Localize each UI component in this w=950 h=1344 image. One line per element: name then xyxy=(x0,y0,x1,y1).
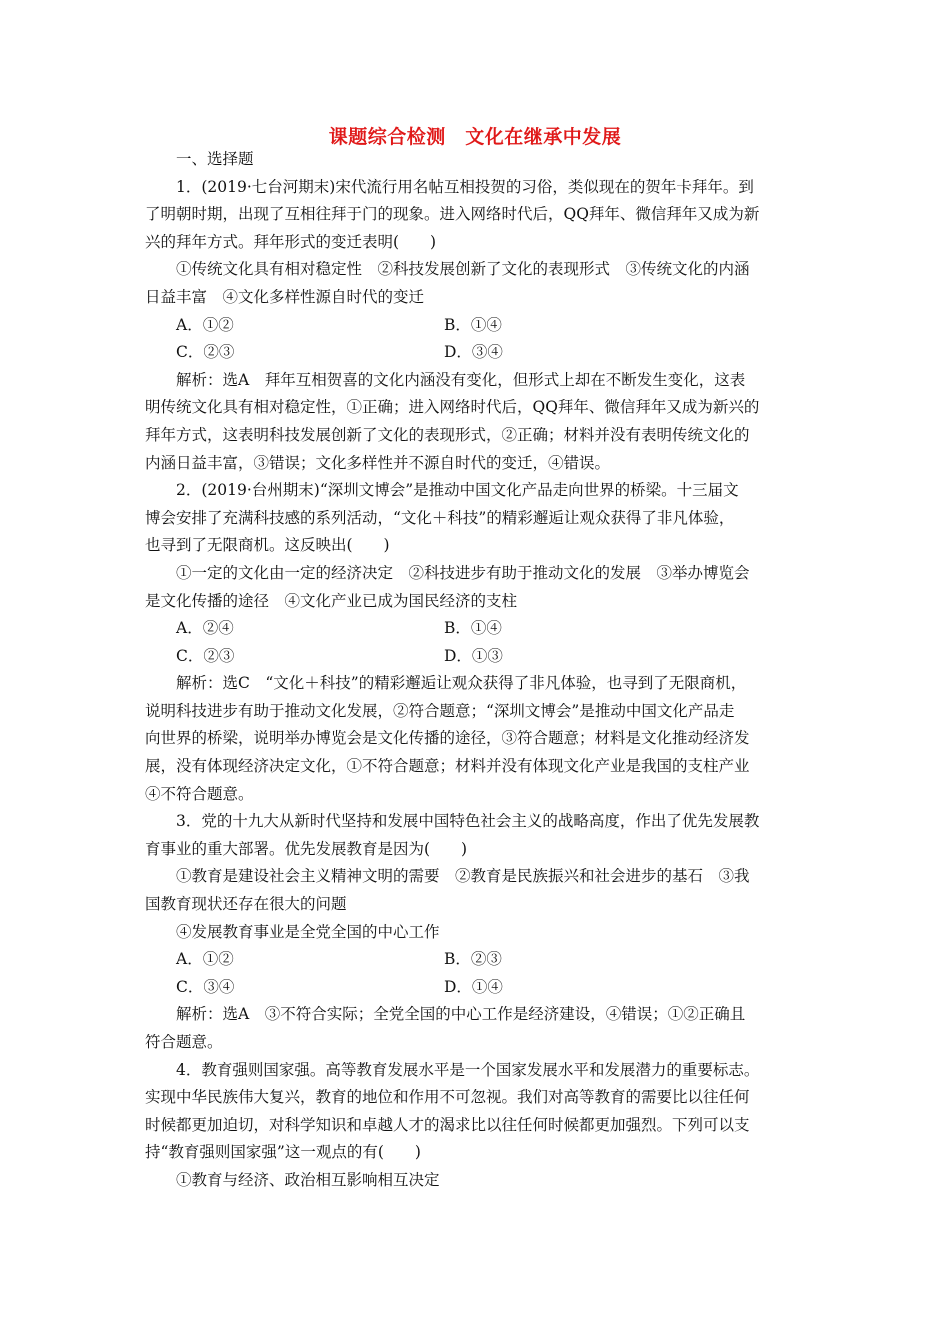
q2-statements-line: 是文化传播的途径 ④文化产业已成为国民经济的支柱 xyxy=(145,591,518,610)
q3-analysis-line: 解析：选A ③不符合实际；全党全国的中心工作是经济建设，④错误；①②正确且 xyxy=(176,1005,746,1024)
q2-stem-line: 博会安排了充满科技感的系列活动，“文化＋科技”的精彩邂逅让观众获得了非凡体验， xyxy=(145,508,735,527)
q1-option-c: C．②③ xyxy=(176,343,235,362)
q1-analysis-line: 内涵日益丰富，③错误；文化多样性并不源自时代的变迁，④错误。 xyxy=(145,453,611,472)
q3-stem-line: 3．党的十九大从新时代坚持和发展中国特色社会主义的战略高度，作出了优先发展教 xyxy=(176,812,760,831)
q3-analysis-line: 符合题意。 xyxy=(145,1033,223,1051)
q4-stem-line: 时候都更加迫切，对科学知识和卓越人才的渴求比以往任何时候都更加强烈。下列可以支 xyxy=(145,1115,750,1134)
page-title: 课题综合检测 文化在继承中发展 xyxy=(328,126,622,148)
q4-stem-line: 4．教育强则国家强。高等教育发展水平是一个国家发展水平和发展潜力的重要标志。 xyxy=(176,1060,760,1079)
q4-stem-line: 持“教育强则国家强”这一观点的有( ) xyxy=(145,1143,421,1162)
document-body xyxy=(145,146,807,1195)
q2-analysis-line: 解析：选C “文化＋科技”的精彩邂逅让观众获得了非凡体验，也寻到了无限商机， xyxy=(176,674,747,693)
q3-option-d: D．①④ xyxy=(444,977,503,996)
q1-analysis-line: 解析：选A 拜年互相贺喜的文化内涵没有变化，但形式上却在不断发生变化，这表 xyxy=(176,370,746,389)
q2-analysis-line: 说明科技进步有助于推动文化发展，②符合题意；“深圳文博会”是推动中国文化产品走 xyxy=(145,701,735,720)
q1-stem-line: 了明朝时期，出现了互相往拜于门的现象。进入网络时代后，QQ拜年、微信拜年又成为新 xyxy=(145,205,760,224)
q3-stem-line: 育事业的重大部署。优先发展教育是因为( ) xyxy=(145,839,468,858)
q1-option-a: A．①② xyxy=(176,315,234,334)
q3-options-row xyxy=(145,974,807,1002)
q2-analysis-line: 展，没有体现经济决定文化，①不符合题意；材料并没有体现文化产业是我国的支柱产业 xyxy=(145,757,750,776)
q1-option-b: B．①④ xyxy=(444,315,502,334)
q1-option-d: D．③④ xyxy=(444,343,503,362)
q3-statements-line: 国教育现状还存在很大的问题 xyxy=(145,895,347,914)
q3-statement-4: ④发展教育事业是全党全国的中心工作 xyxy=(176,922,440,941)
section-heading: 一、选择题 xyxy=(176,150,254,168)
q2-option-c: C．②③ xyxy=(176,646,235,665)
q3-option-b: B．②③ xyxy=(444,950,502,969)
q1-stem-line: 1．(2019·七台河期末)宋代流行用名帖互相投贺的习俗，类似现在的贺年卡拜年。到 xyxy=(176,177,754,196)
q2-option-a: A．②④ xyxy=(176,619,234,638)
q3-option-c: C．③④ xyxy=(176,977,235,996)
q1-analysis-line: 明传统文化具有相对稳定性，①正确；进入网络时代后，QQ拜年、微信拜年又成为新兴的 xyxy=(145,398,760,417)
q3-option-a: A．①② xyxy=(176,950,234,969)
q4-stem-line: 实现中华民族伟大复兴，教育的地位和作用不可忽视。我们对高等教育的需要比以往任何 xyxy=(145,1088,750,1107)
q2-option-b: B．①④ xyxy=(444,619,502,638)
q1-options-row xyxy=(145,312,807,340)
q2-stem-line: 2．(2019·台州期末)“深圳文博会”是推动中国文化产品走向世界的桥梁。十三届文 xyxy=(176,481,739,500)
q2-analysis-line: 向世界的桥梁，说明举办博览会是文化传播的途径，③符合题意；材料是文化推动经济发 xyxy=(145,729,750,748)
q2-options-row xyxy=(145,615,807,643)
q3-options-row xyxy=(145,946,807,974)
q2-analysis-line: ④不符合题意。 xyxy=(145,784,254,803)
q1-statements-line: 日益丰富 ④文化多样性源自时代的变迁 xyxy=(145,287,425,306)
q2-stem-line: 也寻到了无限商机。这反映出( ) xyxy=(145,536,390,555)
q2-options-row xyxy=(145,643,807,671)
q1-statements-line: ①传统文化具有相对稳定性 ②科技发展创新了文化的表现形式 ③传统文化的内涵 xyxy=(176,260,750,279)
q1-options-row xyxy=(145,339,807,367)
q3-statements-line: ①教育是建设社会主义精神文明的需要 ②教育是民族振兴和社会进步的基石 ③我 xyxy=(176,867,750,886)
q1-stem-line: 兴的拜年方式。拜年形式的变迁表明( ) xyxy=(145,232,437,251)
q1-analysis-line: 拜年方式，这表明科技发展创新了文化的表现形式，②正确；材料并没有表明传统文化的 xyxy=(145,425,750,444)
q4-statement-1: ①教育与经济、政治相互影响相互决定 xyxy=(176,1170,440,1189)
q2-option-d: D．①③ xyxy=(444,646,503,665)
q2-statements-line: ①一定的文化由一定的经济决定 ②科技进步有助于推动文化的发展 ③举办博览会 xyxy=(176,563,750,582)
